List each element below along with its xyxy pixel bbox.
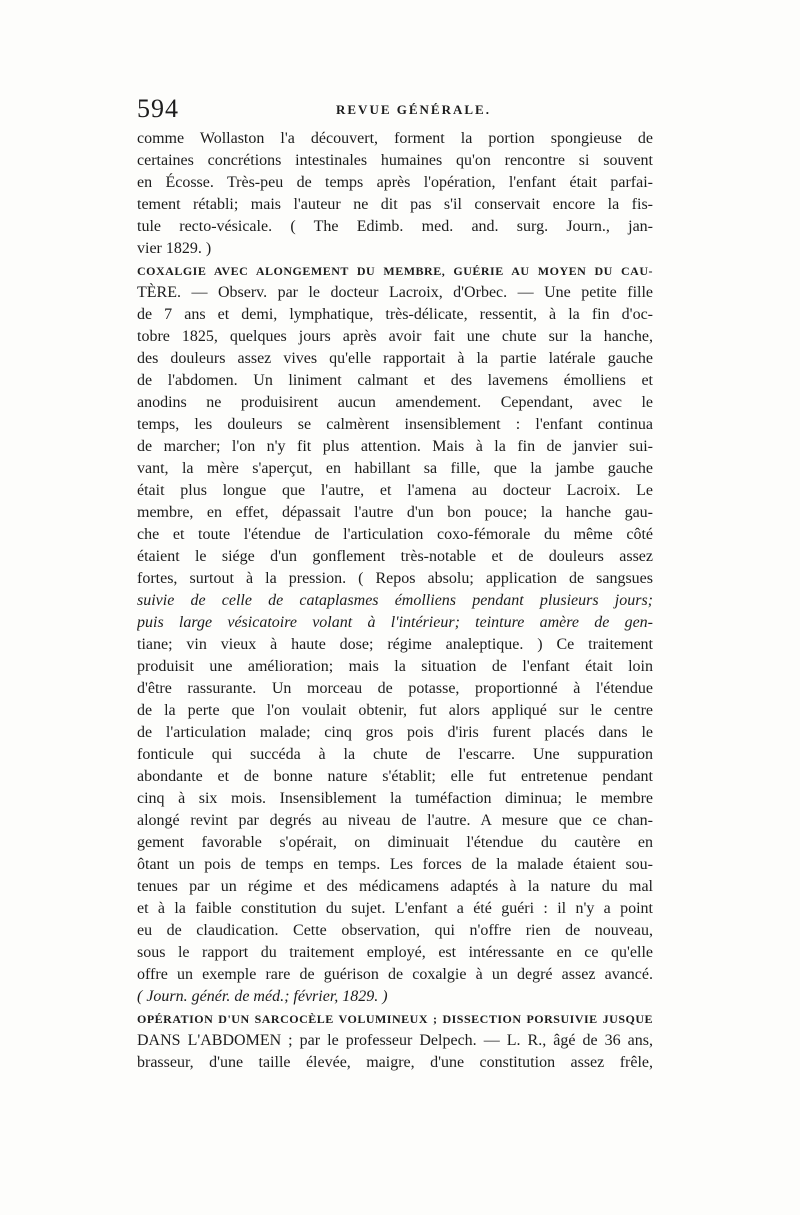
section-heading-line: OPÉRATION D'UN SARCOCÈLE VOLUMINEUX ; DISSECTION PORSUIVIE JUSQUE: [137, 1012, 653, 1026]
text-line: tement rétabli; mais l'auteur ne dit pas s'il conservait encore la fis-: [137, 196, 653, 213]
page-number: 594: [137, 94, 179, 123]
text-line: fonticule qui succéda à la chute de l'escarre. Une suppuration: [137, 746, 653, 763]
text-line: ( Journ. génér. de méd.; février, 1829. ): [137, 988, 388, 1005]
text-line: gement favorable s'opérait, on diminuait l'étendue du cautère en: [137, 834, 653, 851]
text-line: comme Wollaston l'a découvert, forment la portion spongieuse de: [137, 130, 653, 147]
text-line: DANS L'ABDOMEN ; par le professeur Delpech. — L. R., âgé de 36 ans,: [137, 1032, 653, 1049]
text-line: étaient le siége d'un gonflement très-notable et de douleurs assez: [137, 548, 653, 565]
text-line: temps, les douleurs se calmèrent insensiblement : l'enfant continua: [137, 416, 653, 433]
text-line: ôtant un pois de temps en temps. Les forces de la malade étaient sou-: [137, 856, 653, 873]
text-line: eu de claudication. Cette observation, qui n'offre rien de nouveau,: [137, 922, 653, 939]
text-line: vier 1829. ): [137, 240, 212, 257]
text-line: en Écosse. Très-peu de temps après l'opération, l'enfant était parfai-: [137, 174, 653, 191]
text-line: vant, la mère s'aperçut, en habillant sa fille, que la jambe gauche: [137, 460, 653, 477]
text-line: TÈRE. — Observ. par le docteur Lacroix, d'Orbec. — Une petite fille: [137, 284, 653, 301]
text-line: tule recto-vésicale. ( The Edimb. med. and. surg. Journ., jan-: [137, 218, 653, 235]
section-heading-line: COXALGIE AVEC ALONGEMENT DU MEMBRE, GUÉRIE AU MOYEN DU CAU-: [137, 264, 653, 278]
text-line: tiane; vin vieux à haute dose; régime analeptique. ) Ce traitement: [137, 636, 653, 653]
text-line: et à la faible constitution du sujet. L'enfant a été guéri : il n'y a point: [137, 900, 653, 917]
text-line: membre, en effet, dépassait l'autre d'un bon pouce; la hanche gau-: [137, 504, 653, 521]
text-line: était plus longue que l'autre, et l'amena au docteur Lacroix. Le: [137, 482, 653, 499]
running-title: REVUE GÉNÉRALE.: [336, 102, 491, 117]
text-line: d'être rassurante. Un morceau de potasse, proportionné à l'étendue: [137, 680, 653, 697]
text-line: tobre 1825, quelques jours après avoir fait une chute sur la hanche,: [137, 328, 653, 345]
text-line: de l'articulation malade; cinq gros pois d'iris furent placés dans le: [137, 724, 653, 741]
text-line: che et toute l'étendue de l'articulation coxo-fémorale du même côté: [137, 526, 653, 543]
text-line: anodins ne produisirent aucun amendement. Cependant, avec le: [137, 394, 653, 411]
text-line: de l'abdomen. Un liniment calmant et des lavemens émolliens et: [137, 372, 653, 389]
text-line: de 7 ans et demi, lymphatique, très-délicate, ressentit, à la fin d'oc-: [137, 306, 653, 323]
text-line: puis large vésicatoire volant à l'intérieur; teinture amère de gen-: [137, 614, 653, 631]
body-text: [137, 128, 653, 1074]
text-line: tenues par un régime et des médicamens adaptés à la nature du mal: [137, 878, 653, 895]
text-line: certaines concrétions intestinales humaines qu'on rencontre si souvent: [137, 152, 653, 169]
text-line: abondante et de bonne nature s'établit; elle fut entretenue pendant: [137, 768, 653, 785]
text-line: fortes, surtout à la pression. ( Repos absolu; application de sangsues: [137, 570, 653, 587]
text-line: sous le rapport du traitement employé, est intéressante en ce qu'elle: [137, 944, 653, 961]
text-line: de marcher; l'on n'y fit plus attention. Mais à la fin de janvier sui-: [137, 438, 653, 455]
text-line: offre un exemple rare de guérison de coxalgie à un degré assez avancé.: [137, 966, 653, 983]
text-line: de la perte que l'on voulait obtenir, fut alors appliqué sur le centre: [137, 702, 653, 719]
text-line: suivie de celle de cataplasmes émolliens pendant plusieurs jours;: [137, 592, 653, 609]
text-line: brasseur, d'une taille élevée, maigre, d'une constitution assez frêle,: [137, 1054, 653, 1071]
text-line: produisit une amélioration; mais la situation de l'enfant était loin: [137, 658, 653, 675]
text-line: cinq à six mois. Insensiblement la tuméfaction diminua; le membre: [137, 790, 653, 807]
text-line: alongé revint par degrés au niveau de l'autre. A mesure que ce chan-: [137, 812, 653, 829]
text-line: des douleurs assez vives qu'elle rapportait à la partie latérale gauche: [137, 350, 653, 367]
page-header: [137, 94, 653, 124]
